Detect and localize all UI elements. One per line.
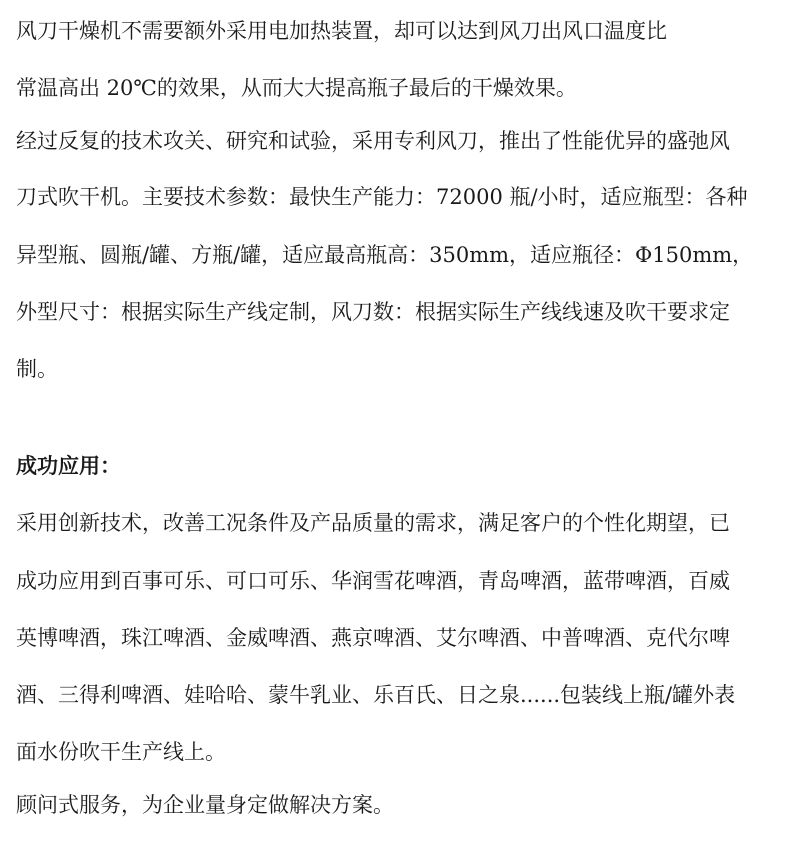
paragraph-2-line-4: 外型尺寸：根据实际生产线定制，风刀数：根据实际生产线线速及吹干要求定 [16, 300, 730, 324]
paragraph-2-line-5: 制。 [16, 357, 58, 381]
paragraph-3-line-5: 面水份吹干生产线上。 [16, 740, 226, 764]
paragraph-2-line-3: 异型瓶、圆瓶/罐、方瓶/罐，适应最高瓶高：350mm，适应瓶径：Φ150mm， [16, 243, 754, 267]
paragraph-3-line-1: 采用创新技术，改善工况条件及产品质量的需求，满足客户的个性化期望，已 [16, 511, 730, 535]
paragraph-1-line-2: 常温高出 20℃的效果，从而大大提高瓶子最后的干燥效果。 [16, 76, 577, 100]
paragraph-3-line-3: 英博啤酒，珠江啤酒、金威啤酒、燕京啤酒、艾尔啤酒、中普啤酒、克代尔啤 [16, 626, 730, 650]
paragraph-3-line-2: 成功应用到百事可乐、可口可乐、华润雪花啤酒，青岛啤酒，蓝带啤酒，百威 [16, 569, 730, 593]
paragraph-2-line-1: 经过反复的技术攻关、研究和试验，采用专利风刀，推出了性能优异的盛弛风 [16, 129, 730, 153]
paragraph-1-line-1: 风刀干燥机不需要额外采用电加热装置，却可以达到风刀出风口温度比 [16, 19, 667, 43]
paragraph-3-line-4: 酒、三得利啤酒、娃哈哈、蒙牛乳业、乐百氏、日之泉......包装线上瓶/罐外表 [16, 683, 736, 707]
section-heading: 成功应用： [16, 453, 121, 478]
paragraph-2-line-2: 刀式吹干机。主要技术参数：最快生产能力：72000 瓶/小时，适应瓶型：各种 [16, 185, 748, 209]
paragraph-4-line-1: 顾问式服务，为企业量身定做解决方案。 [16, 793, 394, 817]
